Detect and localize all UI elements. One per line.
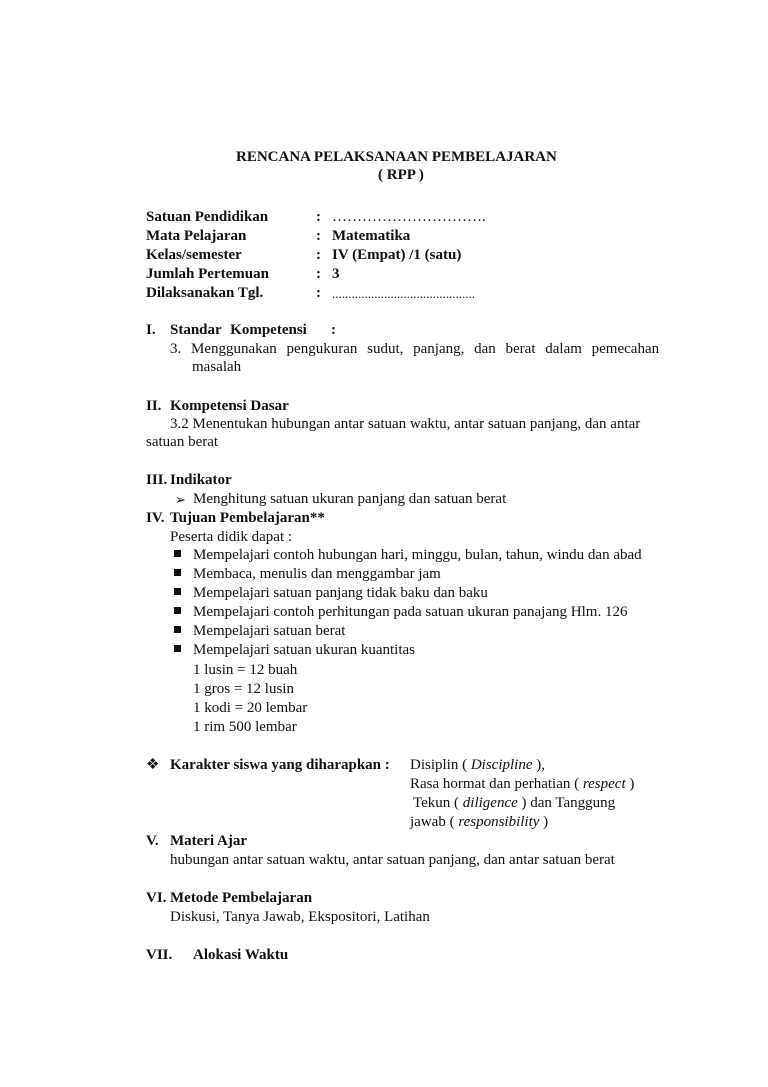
section-number: I.	[146, 322, 156, 338]
section-title: Alokasi Waktu	[193, 947, 289, 963]
section-title: Materi Ajar	[170, 833, 248, 849]
section-number: IV.	[146, 510, 165, 526]
karakter-value: Disiplin ( Discipline ),	[410, 757, 545, 773]
diamond-bullet-icon: ❖	[146, 757, 160, 773]
quantity-item: 1 rim 500 lembar	[193, 719, 297, 735]
identity-label: Kelas/semester	[146, 247, 242, 263]
identity-colon: :	[316, 228, 321, 244]
square-bullet-icon	[174, 626, 181, 633]
square-bullet-icon	[174, 550, 181, 557]
karakter-value: Rasa hormat dan perhatian ( respect )	[410, 776, 635, 792]
section-title: Standar Kompetensi	[170, 322, 307, 338]
square-bullet-icon	[174, 607, 181, 614]
section-number: VI.	[146, 890, 167, 906]
section-title: Kompetensi Dasar	[170, 398, 289, 414]
identity-colon: :	[316, 209, 321, 225]
identity-label: Mata Pelajaran	[146, 228, 247, 244]
section-text: Diskusi, Tanya Jawab, Ekspositori, Latihan	[170, 909, 430, 925]
list-item: Membaca, menulis dan menggambar jam	[193, 566, 441, 582]
identity-value: 3	[332, 266, 340, 282]
section-text: 3.2 Menentukan hubungan antar satuan waktu, antar satuan panjang, dan antar	[170, 416, 641, 432]
section-number: VII.	[146, 947, 173, 963]
quantity-item: 1 lusin = 12 buah	[193, 662, 298, 678]
identity-colon: :	[316, 285, 321, 301]
identity-label: Dilaksanakan Tgl.	[146, 285, 264, 301]
section-colon: :	[331, 322, 336, 338]
section-number: III.	[146, 472, 168, 488]
list-item: Mempelajari satuan ukuran kuantitas	[193, 642, 416, 658]
square-bullet-icon	[174, 569, 181, 576]
square-bullet-icon	[174, 588, 181, 595]
arrow-bullet-icon: ➢	[175, 492, 186, 507]
identity-value: ………………………….	[332, 209, 486, 225]
identity-colon: :	[316, 266, 321, 282]
indicator-item: Menghitung satuan ukuran panjang dan satuan berat	[193, 491, 507, 507]
list-item: Mempelajari satuan berat	[193, 623, 346, 639]
karakter-label: Karakter siswa yang diharapkan :	[170, 757, 390, 773]
document-title: RENCANA PELAKSANAAN PEMBELAJARAN	[236, 149, 557, 165]
document-subtitle: ( RPP )	[378, 167, 424, 183]
objectives-intro: Peserta didik dapat :	[170, 529, 293, 545]
section-title: Indikator	[170, 472, 232, 488]
section-number: V.	[146, 833, 159, 849]
identity-value: ............................................	[332, 286, 475, 301]
quantity-item: 1 gros = 12 lusin	[193, 681, 294, 697]
list-item: Mempelajari satuan panjang tidak baku dan baku	[193, 585, 488, 601]
identity-value: IV (Empat) /1 (satu)	[332, 247, 462, 263]
identity-label: Satuan Pendidikan	[146, 209, 269, 225]
identity-value: Matematika	[332, 228, 411, 244]
section-text: 3. Menggunakan pengukuran sudut, panjang, dan berat dalam pemecahan	[170, 341, 660, 357]
quantity-item: 1 kodi = 20 lembar	[193, 700, 308, 716]
list-item: Mempelajari contoh perhitungan pada satuan ukuran panajang Hlm. 126	[193, 604, 628, 620]
section-text: masalah	[192, 359, 242, 375]
karakter-value: jawab ( responsibility )	[410, 814, 549, 830]
section-title: Tujuan Pembelajaran**	[170, 510, 325, 526]
identity-label: Jumlah Pertemuan	[146, 266, 269, 282]
section-text: hubungan antar satuan waktu, antar satuan panjang, dan antar satuan berat	[170, 852, 615, 868]
section-number: II.	[146, 398, 162, 414]
karakter-value: Tekun ( diligence ) dan Tanggung	[413, 795, 616, 811]
section-text: satuan berat	[146, 434, 219, 450]
list-item: Mempelajari contoh hubungan hari, minggu, bulan, tahun, windu dan abad	[193, 547, 642, 563]
identity-colon: :	[316, 247, 321, 263]
section-title: Metode Pembelajaran	[170, 890, 313, 906]
square-bullet-icon	[174, 645, 181, 652]
